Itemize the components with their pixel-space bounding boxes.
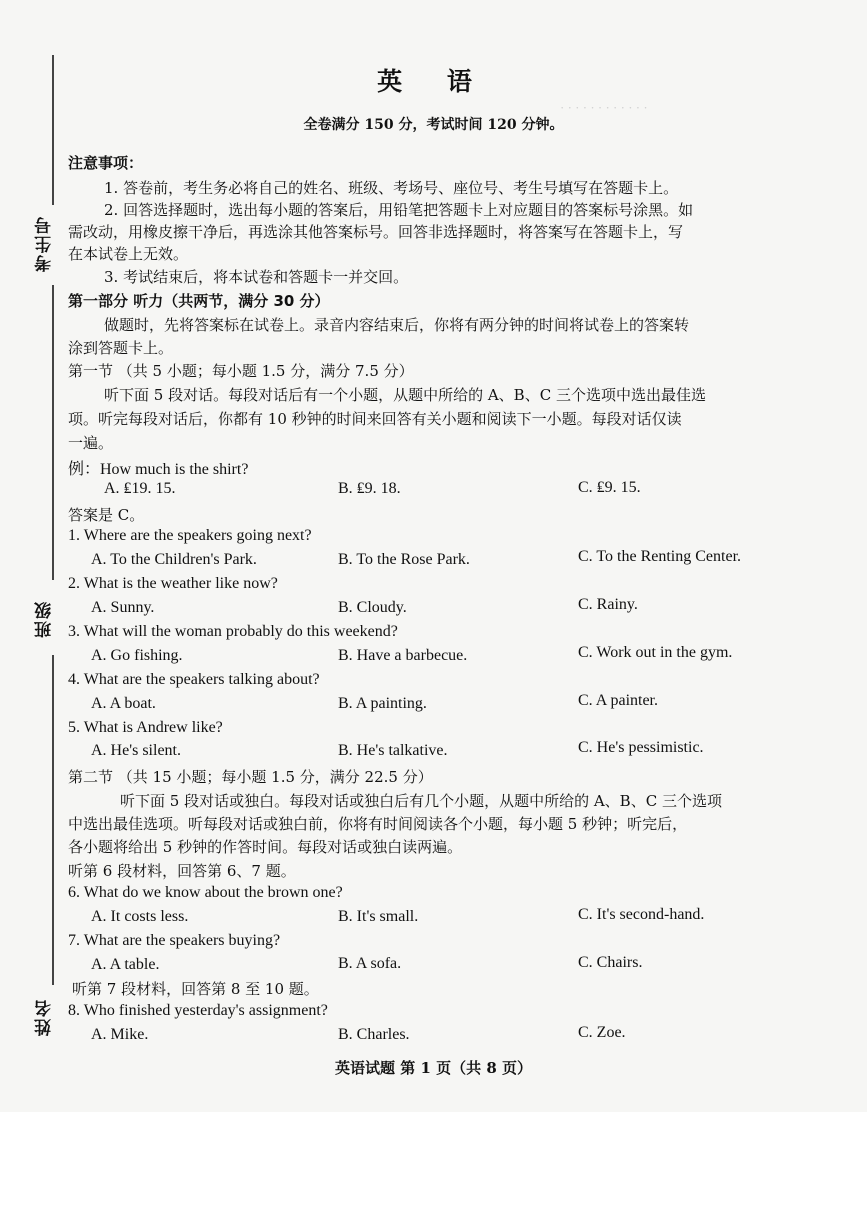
q5-option-b: B. He's talkative. bbox=[338, 742, 448, 759]
section-1-intro-line-2: 项。听完每段对话后，你都有 10 秒钟的时间来回答有关小题和阅读下一小题。每段对话仅读 bbox=[68, 410, 682, 428]
example-option-b: B. ₤9. 18. bbox=[338, 480, 401, 497]
part-1-intro-line-2: 涂到答题卡上。 bbox=[68, 339, 174, 357]
q2-option-b: B. Cloudy. bbox=[338, 599, 407, 616]
part-1-heading: 第一部分 听力（共两节，满分 30 分） bbox=[68, 292, 330, 310]
notes-heading: 注意事项： bbox=[68, 154, 144, 172]
note-2-line-2: 需改动，用橡皮擦干净后，再选涂其他答案标号。回答非选择题时，将答案写在答题卡上，写 bbox=[68, 223, 684, 241]
q4-option-c: C. A painter. bbox=[578, 692, 658, 709]
margin-line-middle bbox=[52, 285, 54, 580]
example-option-c: C. ₤9. 15. bbox=[578, 479, 641, 496]
q4-option-a: A. A boat. bbox=[91, 695, 156, 712]
q7-option-c: C. Chairs. bbox=[578, 954, 643, 971]
q8-option-c: C. Zoe. bbox=[578, 1024, 626, 1041]
q8-option-a: A. Mike. bbox=[91, 1026, 149, 1043]
question-5: 5. What is Andrew like? bbox=[68, 719, 223, 736]
question-7: 7. What are the speakers buying? bbox=[68, 932, 281, 949]
q2-option-a: A. Sunny. bbox=[91, 599, 155, 616]
name-label: 姓名 bbox=[35, 998, 55, 1036]
question-3: 3. What will the woman probably do this weekend? bbox=[68, 623, 398, 640]
question-8: 8. Who finished yesterday's assignment? bbox=[68, 1002, 328, 1019]
q3-option-c: C. Work out in the gym. bbox=[578, 644, 733, 661]
question-4: 4. What are the speakers talking about? bbox=[68, 671, 320, 688]
q3-option-b: B. Have a barbecue. bbox=[338, 647, 468, 664]
q5-option-c: C. He's pessimistic. bbox=[578, 739, 704, 756]
note-1: 1. 答卷前，考生务必将自己的姓名、班级、考场号、座位号、考生号填写在答题卡上。 bbox=[104, 179, 679, 197]
q2-option-c: C. Rainy. bbox=[578, 596, 638, 613]
q6-option-a: A. It costs less. bbox=[91, 908, 189, 925]
part-1-intro-line-1: 做题时，先将答案标在试卷上。录音内容结束后，你将有两分钟的时间将试卷上的答案转 bbox=[104, 316, 690, 334]
question-1: 1. Where are the speakers going next? bbox=[68, 527, 312, 544]
exam-info: 全卷满分 150 分，考试时间 120 分钟。 bbox=[303, 117, 564, 133]
q3-option-a: A. Go fishing. bbox=[91, 647, 183, 664]
page-footer: 英语试题 第 1 页（共 8 页） bbox=[335, 1059, 532, 1077]
section-2-intro-line-3: 各小题将给出 5 秒钟的作答时间。每段对话或独白读两遍。 bbox=[68, 838, 463, 856]
section-2-intro-line-1: 听下面 5 段对话或独白。每段对话或独白后有几个小题，从题中所给的 A、B、C 三个选项 bbox=[120, 792, 722, 810]
section-2-intro-line-2: 中选出最佳选项。听每段对话或独白前，你将有时间阅读各个小题，每小题 5 秒钟；听完后， bbox=[68, 815, 688, 833]
class-label: 班级 bbox=[35, 600, 55, 638]
q4-option-b: B. A painting. bbox=[338, 695, 427, 712]
section-1-intro-line-1: 听下面 5 段对话。每段对话后有一个小题，从题中所给的 A、B、C 三个选项中选出最佳选 bbox=[104, 386, 706, 404]
note-2-line-3: 在本试卷上无效。 bbox=[68, 245, 189, 263]
margin-line-lower bbox=[52, 655, 54, 985]
q7-option-b: B. A sofa. bbox=[338, 955, 402, 972]
material-7-instruction: 听第 7 段材料，回答第 8 至 10 题。 bbox=[72, 980, 319, 998]
question-6: 6. What do we know about the brown one? bbox=[68, 884, 343, 901]
note-2-line-1: 2. 回答选择题时，选出每小题的答案后，用铅笔把答题卡上对应题目的答案标号涂黑。如 bbox=[104, 201, 694, 219]
section-1-intro-line-3: 一遍。 bbox=[68, 434, 114, 452]
note-3: 3. 考试结束后，将本试卷和答题卡一并交回。 bbox=[104, 268, 409, 286]
example-question: 例：How much is the shirt? bbox=[68, 461, 249, 478]
material-6-instruction: 听第 6 段材料，回答第 6、7 题。 bbox=[68, 862, 296, 880]
question-2: 2. What is the weather like now? bbox=[68, 575, 278, 592]
section-1-heading: 第一节 （共 5 小题；每小题 1.5 分，满分 7.5 分） bbox=[68, 362, 414, 380]
q5-option-a: A. He's silent. bbox=[91, 742, 181, 759]
q1-option-a: A. To the Children's Park. bbox=[91, 551, 257, 568]
q8-option-b: B. Charles. bbox=[338, 1026, 410, 1043]
q1-option-c: C. To the Renting Center. bbox=[578, 548, 742, 565]
q7-option-a: A. A table. bbox=[91, 956, 160, 973]
example-answer: 答案是 C。 bbox=[68, 506, 145, 524]
page-title: 英 语 bbox=[377, 67, 490, 96]
exam-number-label: 考生号 bbox=[35, 215, 55, 272]
bleed-through: · · · · · · · · · · · · bbox=[560, 100, 648, 115]
q6-option-b: B. It's small. bbox=[338, 908, 419, 925]
section-2-heading: 第二节 （共 15 小题；每小题 1.5 分，满分 22.5 分） bbox=[68, 768, 433, 786]
example-option-a: A. ₤19. 15. bbox=[104, 480, 176, 497]
q1-option-b: B. To the Rose Park. bbox=[338, 551, 470, 568]
q6-option-c: C. It's second-hand. bbox=[578, 906, 705, 923]
